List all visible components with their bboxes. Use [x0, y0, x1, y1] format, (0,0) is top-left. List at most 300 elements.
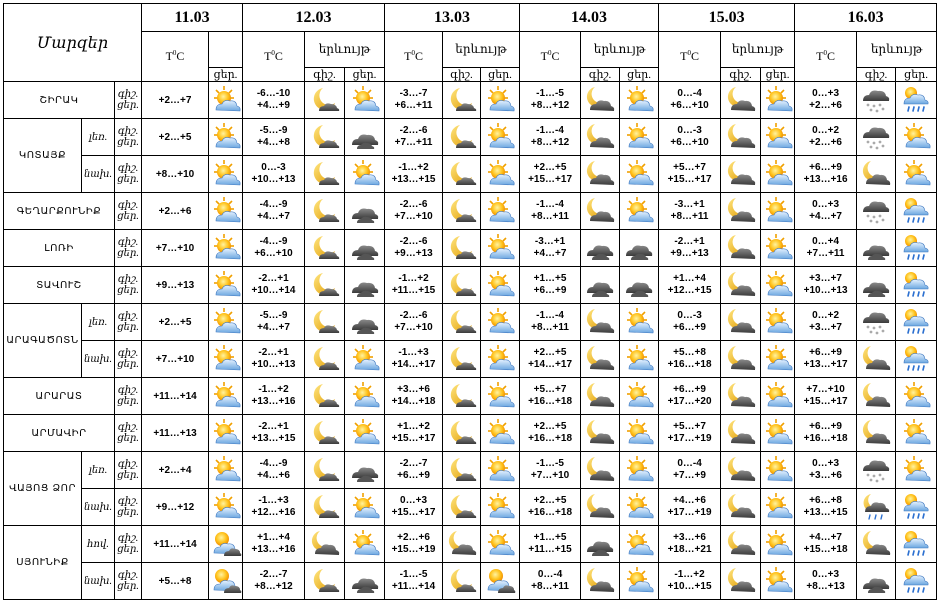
cloud-icon — [345, 121, 384, 153]
day-weather-cell — [209, 526, 243, 563]
temp-range-cell — [795, 341, 857, 378]
day-subheader: ցեր. — [761, 68, 795, 82]
day-weather-cell — [620, 82, 659, 119]
day-weather-cell — [481, 230, 520, 267]
night-temp: 0…+3 — [812, 569, 840, 580]
night-temp: -1…+2 — [674, 569, 705, 580]
night-abbr: գիշ. — [117, 311, 139, 322]
night-temp: -6…-10 — [256, 88, 291, 99]
snow-icon — [857, 84, 895, 116]
moon-icon — [443, 269, 480, 301]
sun-icon — [345, 417, 384, 449]
temp-range-cell — [520, 415, 581, 452]
snow-icon — [857, 306, 895, 338]
date-header: 12.03 — [243, 4, 385, 32]
temp-range-cell — [385, 230, 443, 267]
night-weather-cell — [857, 119, 896, 156]
night-temp: 0…+3 — [812, 88, 840, 99]
day-weather-cell — [345, 119, 385, 156]
day-weather-cell — [761, 489, 795, 526]
sun-icon — [345, 380, 384, 412]
day-weather-cell — [896, 267, 937, 304]
mooncloud-icon — [721, 343, 760, 375]
day-temp: +16…+18 — [803, 433, 848, 444]
sun-icon — [481, 195, 519, 227]
night-temp: +2…+5 — [533, 162, 567, 173]
night-temp: +7…+10 — [806, 384, 845, 395]
day-temp: +7…+10 — [142, 230, 209, 267]
mooncloud-icon — [857, 380, 895, 412]
temp-range-cell — [795, 82, 857, 119]
moon-icon — [305, 565, 344, 597]
region-name: ԱՐԱԳԱԾՈՏՆ — [4, 304, 82, 378]
night-weather-cell — [581, 378, 620, 415]
day-temp: +8…+11 — [531, 581, 569, 592]
day-abbr: ցեր. — [117, 285, 139, 296]
day-temp: +2…+7 — [142, 82, 209, 119]
table-row — [4, 563, 937, 600]
night-weather-cell — [443, 156, 481, 193]
region-name: ՍՅՈՒՆԻՔ — [4, 526, 82, 600]
sun-icon — [345, 84, 384, 116]
temp-range-cell — [659, 341, 721, 378]
day-temp: +2…+6 — [142, 193, 209, 230]
night-weather-cell — [305, 378, 345, 415]
night-weather-cell — [721, 156, 761, 193]
night-weather-cell — [581, 230, 620, 267]
day-weather-cell — [620, 156, 659, 193]
temp-range-cell — [243, 452, 305, 489]
mooncloud-icon — [581, 343, 619, 375]
temp-range-cell — [385, 415, 443, 452]
night-weather-cell — [581, 156, 620, 193]
night-abbr: գիշ. — [117, 533, 139, 544]
mooncloud-icon — [581, 306, 619, 338]
temp-label: T — [264, 49, 272, 63]
night-weather-cell — [857, 526, 896, 563]
sun-icon — [209, 232, 242, 264]
temp-degree: 0 — [547, 49, 552, 57]
day-weather-cell — [761, 230, 795, 267]
night-weather-cell — [581, 489, 620, 526]
day-weather-cell — [209, 452, 243, 489]
cloud-icon — [581, 528, 619, 560]
day-weather-cell — [896, 489, 937, 526]
night-weather-cell — [581, 82, 620, 119]
day-temp: +8…+12 — [530, 100, 570, 111]
temp-label: T — [540, 49, 548, 63]
zone-label: հով. — [82, 526, 115, 563]
night-abbr: գիշ. — [117, 89, 139, 100]
temp-range-cell — [520, 452, 581, 489]
day-subheader: ցեր. — [345, 68, 385, 82]
mooncloud-icon — [305, 528, 344, 560]
day-temp: +16…+18 — [528, 507, 573, 518]
mooncloud-icon — [721, 380, 760, 412]
moon-icon — [443, 491, 480, 523]
temp-unit: C — [551, 49, 560, 63]
night-temp: -3…+1 — [674, 199, 705, 210]
cloud-icon — [345, 232, 384, 264]
date-header: 14.03 — [520, 4, 659, 32]
sun-icon — [481, 158, 519, 190]
night-weather-cell — [857, 230, 896, 267]
cloud-icon — [581, 232, 619, 264]
sun-icon — [620, 528, 658, 560]
date-header: 15.03 — [659, 4, 795, 32]
mooncloud-icon — [581, 491, 619, 523]
sun-icon — [761, 565, 794, 597]
table-row — [4, 267, 937, 304]
sun-icon — [761, 306, 794, 338]
night-weather-cell — [721, 304, 761, 341]
day-abbr: ցեր. — [117, 248, 139, 259]
day-abbr: ցեր. — [117, 322, 139, 333]
rain-icon — [896, 565, 936, 597]
temp-range-cell — [659, 230, 721, 267]
sun-icon — [896, 417, 936, 449]
day-weather-cell — [896, 82, 937, 119]
night-temp: +1…+2 — [397, 421, 430, 432]
temp-range-cell — [243, 230, 305, 267]
temp-range-cell — [520, 489, 581, 526]
night-temp: -1…+2 — [258, 384, 289, 395]
day-temp: +10…+13 — [251, 174, 296, 185]
day-temp: +11…+15 — [391, 285, 436, 296]
night-weather-cell — [721, 452, 761, 489]
night-temp: -3…+1 — [534, 236, 566, 247]
temp-range-cell — [385, 304, 443, 341]
temp-range-cell — [520, 526, 581, 563]
table-row — [4, 415, 937, 452]
night-day-label — [115, 193, 142, 230]
night-temp: -1…-4 — [536, 199, 564, 210]
temp-range-cell — [795, 304, 857, 341]
mooncloud-icon — [857, 158, 895, 190]
night-day-label — [115, 304, 142, 341]
day-temp: +11…+13 — [142, 415, 209, 452]
night-abbr: գիշ. — [117, 348, 139, 359]
day-weather-cell — [481, 563, 520, 600]
mooncloud-icon — [721, 417, 760, 449]
mooncloud-icon — [581, 121, 619, 153]
night-temp: 0…+4 — [812, 236, 840, 247]
cloud-icon — [857, 565, 895, 597]
day-temp: +15…+18 — [803, 544, 848, 555]
phenomenon-header: երևույթ — [721, 32, 795, 68]
sun-icon — [896, 121, 936, 153]
date-header: 13.03 — [385, 4, 520, 32]
night-temp: -2…+1 — [674, 236, 705, 247]
night-subheader: գիշ. — [857, 68, 896, 82]
day-temp: +8…+10 — [142, 156, 209, 193]
night-temp: -2…-7 — [399, 458, 428, 469]
night-weather-cell — [443, 119, 481, 156]
sun-icon — [209, 454, 242, 486]
suncloud-icon — [209, 565, 242, 597]
day-weather-cell — [481, 82, 520, 119]
phenomenon-header: երևույթ — [857, 32, 937, 68]
region-name: ԱՐՄԱՎԻՐ — [4, 415, 115, 452]
sun-icon — [761, 454, 794, 486]
temp-range-cell — [659, 415, 721, 452]
day-weather-cell — [620, 304, 659, 341]
day-temp: +6…+9 — [673, 322, 706, 333]
day-abbr: ցեր. — [117, 100, 139, 111]
moon-icon — [443, 84, 480, 116]
sun-icon — [620, 343, 658, 375]
sun-icon — [620, 565, 658, 597]
temp-range-cell — [795, 193, 857, 230]
day-temp: +8…+13 — [806, 581, 845, 592]
night-temp: -3…-7 — [399, 88, 428, 99]
night-weather-cell — [721, 489, 761, 526]
day-temp: +10…+13 — [803, 285, 848, 296]
temp-range-cell — [795, 119, 857, 156]
night-temp: +2…+5 — [533, 421, 567, 432]
night-weather-cell — [581, 526, 620, 563]
night-day-label — [115, 156, 142, 193]
night-temp: -1…-4 — [536, 310, 564, 321]
moon-icon — [305, 121, 344, 153]
rain-icon — [896, 84, 936, 116]
sun-icon — [209, 417, 242, 449]
day-temp: +6…+10 — [254, 248, 293, 259]
night-day-label — [115, 415, 142, 452]
sun-icon — [896, 454, 936, 486]
mooncloud-icon — [581, 195, 619, 227]
day-weather-cell — [209, 82, 243, 119]
night-weather-cell — [305, 82, 345, 119]
day-subheader: ցեր. — [896, 68, 937, 82]
day-weather-cell — [345, 452, 385, 489]
day-weather-cell — [481, 489, 520, 526]
temp-range-cell — [520, 82, 581, 119]
night-subheader: գիշ. — [305, 68, 345, 82]
region-name: ՎԱՅՈՑ ՁՈՐ — [4, 452, 82, 526]
day-weather-cell — [620, 267, 659, 304]
temp-range-cell — [520, 563, 581, 600]
night-temp: +5…+7 — [673, 421, 706, 432]
temp-range-cell — [659, 156, 721, 193]
moon-icon — [305, 306, 344, 338]
sun-icon — [209, 380, 242, 412]
day-weather-cell — [209, 415, 243, 452]
temp-range-cell — [243, 526, 305, 563]
mooncloud-icon — [721, 565, 760, 597]
day-temp: +6…+10 — [670, 137, 709, 148]
temp-range-cell — [520, 304, 581, 341]
sun-icon — [620, 306, 658, 338]
sun-icon — [761, 528, 794, 560]
sun-icon — [620, 380, 658, 412]
day-weather-cell — [620, 378, 659, 415]
night-weather-cell — [721, 341, 761, 378]
zone-label: նախ. — [82, 341, 115, 378]
night-weather-cell — [857, 489, 896, 526]
temp-label: T — [680, 49, 688, 63]
night-temp: +2…+5 — [533, 347, 567, 358]
night-temp: -2…-6 — [399, 199, 428, 210]
day-subheader: ցեր. — [620, 68, 659, 82]
day-temp: +15…+19 — [391, 544, 436, 555]
night-temp: -2…-6 — [399, 310, 428, 321]
day-temp: +15…+17 — [528, 174, 573, 185]
temp-range-cell — [385, 156, 443, 193]
sun-icon — [209, 84, 242, 116]
night-temp: 0…-3 — [261, 162, 286, 173]
phenomenon-header: երևույթ — [305, 32, 385, 68]
temp-range-cell — [385, 82, 443, 119]
moon-icon — [443, 195, 480, 227]
temp-range-cell — [385, 452, 443, 489]
table-row — [4, 526, 937, 563]
temp-range-cell — [520, 341, 581, 378]
temp-range-cell — [795, 378, 857, 415]
temp-range-cell — [520, 267, 581, 304]
cloud-icon — [345, 269, 384, 301]
night-weather-cell — [721, 267, 761, 304]
night-temp: -5…-9 — [259, 310, 288, 321]
sun-icon — [345, 528, 384, 560]
night-temp: +1…+4 — [257, 532, 290, 543]
day-temp: +9…+13 — [394, 248, 433, 259]
day-temp: +8…+11 — [670, 211, 709, 222]
night-subheader: գիշ. — [581, 68, 620, 82]
day-weather-cell — [209, 341, 243, 378]
day-weather-cell — [761, 82, 795, 119]
day-weather-cell — [209, 304, 243, 341]
day-weather-cell — [345, 230, 385, 267]
temp-range-cell — [385, 563, 443, 600]
day-temp: +10…+15 — [667, 581, 712, 592]
temp-range-cell — [659, 82, 721, 119]
night-weather-cell — [443, 378, 481, 415]
night-weather-cell — [581, 415, 620, 452]
day-weather-cell — [481, 378, 520, 415]
day-temp: +10…+13 — [251, 359, 296, 370]
night-weather-cell — [857, 82, 896, 119]
temp-range-cell — [385, 341, 443, 378]
day-temp: +4…+6 — [257, 470, 290, 481]
temp-label: T — [816, 49, 824, 63]
sun-icon — [209, 306, 242, 338]
temp-unit: C — [274, 49, 283, 63]
night-temp: -1…-5 — [536, 88, 564, 99]
region-name: ԼՈՌԻ — [4, 230, 115, 267]
temp-unit: C — [176, 49, 185, 63]
day-temp: +17…+19 — [667, 433, 712, 444]
night-temp: +5…+8 — [673, 347, 706, 358]
night-day-label — [115, 267, 142, 304]
sun-icon — [620, 491, 658, 523]
night-temp: 0…-4 — [537, 569, 563, 580]
day-temp: +13…+15 — [803, 507, 848, 518]
region-name: ԿՈՏԱՅՔ — [4, 119, 82, 193]
cloud-icon — [345, 565, 384, 597]
moon-icon — [305, 380, 344, 412]
table-row — [4, 489, 937, 526]
night-weather-cell — [305, 341, 345, 378]
night-weather-cell — [443, 304, 481, 341]
day-temp: +8…+11 — [531, 211, 569, 222]
night-temp: +6…+9 — [673, 384, 706, 395]
zone-label: նախ. — [82, 489, 115, 526]
day-weather-cell — [761, 341, 795, 378]
day-temp: +7…+9 — [673, 470, 706, 481]
date-header: 11.03 — [142, 4, 243, 32]
mooncloud-icon — [721, 491, 760, 523]
day-weather-cell — [345, 526, 385, 563]
temp-unit-header — [385, 32, 443, 82]
rain-icon — [896, 269, 936, 301]
night-abbr: գիշ. — [117, 237, 139, 248]
sun-icon — [481, 121, 519, 153]
temp-range-cell — [795, 267, 857, 304]
moon-icon — [443, 121, 480, 153]
sun-icon — [209, 121, 242, 153]
night-temp: +5…+7 — [673, 162, 706, 173]
moon-icon — [443, 417, 480, 449]
day-weather-cell — [761, 452, 795, 489]
mooncloud-icon — [857, 343, 895, 375]
sun-icon — [761, 121, 794, 153]
temp-range-cell — [385, 378, 443, 415]
temp-range-cell — [520, 119, 581, 156]
temp-range-cell — [795, 563, 857, 600]
cloud-icon — [857, 269, 895, 301]
moon-icon — [305, 232, 344, 264]
sun-icon — [209, 343, 242, 375]
night-weather-cell — [581, 563, 620, 600]
temp-degree: 0 — [271, 49, 275, 57]
table-header — [4, 4, 937, 82]
moon-icon — [305, 343, 344, 375]
night-temp: -2…-6 — [399, 236, 428, 247]
day-temp: +15…+17 — [667, 174, 712, 185]
night-temp: +1…+5 — [533, 273, 567, 284]
temp-range-cell — [659, 119, 721, 156]
night-temp: +2…+5 — [533, 495, 567, 506]
sun-icon — [620, 454, 658, 486]
regions-header: Մարզեր — [4, 4, 142, 82]
night-temp: +6…+9 — [809, 347, 842, 358]
day-temp: +11…+15 — [528, 544, 572, 555]
night-weather-cell — [581, 267, 620, 304]
night-weather-cell — [305, 526, 345, 563]
day-abbr: ցեր. — [117, 396, 139, 407]
night-temp: +6…+9 — [809, 421, 842, 432]
rain-icon — [896, 491, 936, 523]
temp-label: T — [404, 49, 412, 63]
night-temp: -1…-5 — [399, 569, 428, 580]
sun-icon — [345, 343, 384, 375]
day-temp: +6…+10 — [670, 100, 709, 111]
day-temp: +13…+15 — [391, 174, 436, 185]
temp-range-cell — [795, 156, 857, 193]
temp-range-cell — [520, 230, 581, 267]
day-weather-cell — [481, 526, 520, 563]
sun-icon — [761, 343, 794, 375]
day-weather-cell — [761, 563, 795, 600]
night-temp: 0…+2 — [812, 310, 840, 321]
table-row — [4, 193, 937, 230]
table-row — [4, 378, 937, 415]
night-day-label — [115, 230, 142, 267]
night-temp: +1…+5 — [533, 532, 567, 543]
table-row — [4, 304, 937, 341]
moon-icon — [305, 84, 344, 116]
